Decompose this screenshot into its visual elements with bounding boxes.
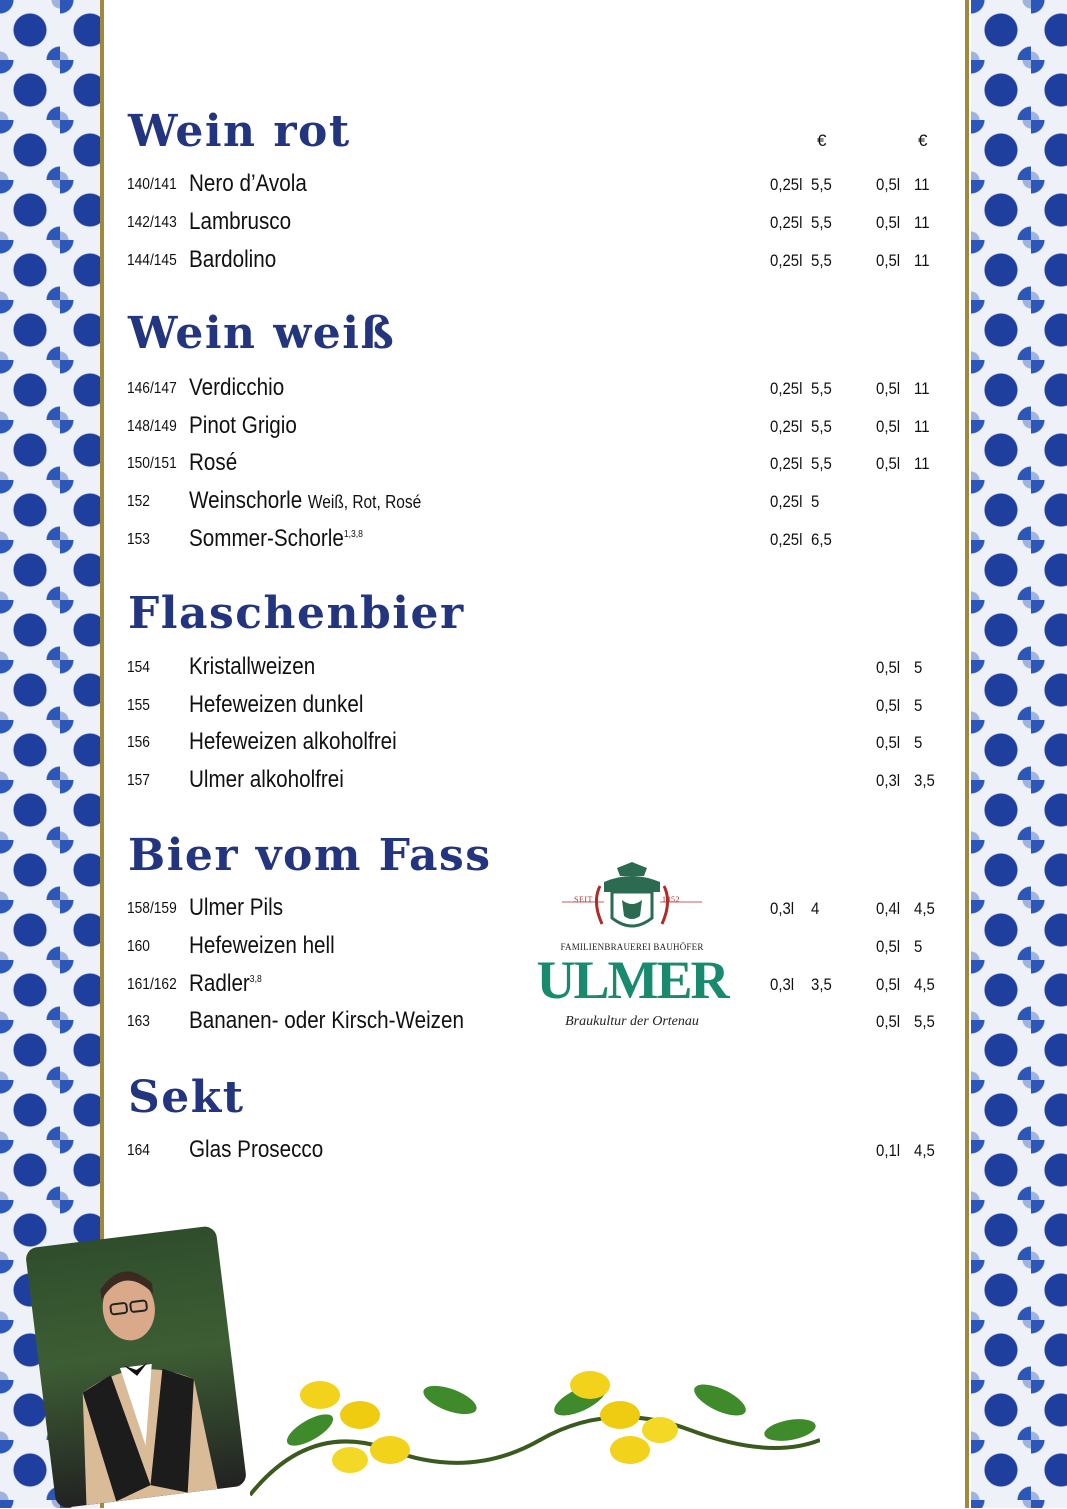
coat-of-arms-icon xyxy=(532,862,732,942)
volume-small: 0,25l xyxy=(770,530,803,549)
logo-year: 1852 xyxy=(662,895,680,904)
item-number: 157 xyxy=(127,772,150,789)
volume-small: 0,25l xyxy=(770,492,803,511)
price-large: 5 xyxy=(914,696,923,715)
item-name-text: Verdicchio xyxy=(189,374,285,401)
price-small: 5 xyxy=(811,492,820,511)
logo-tagline: Braukultur der Ortenau xyxy=(565,1014,699,1029)
waiter-photo xyxy=(25,1225,247,1508)
price-small: 5,5 xyxy=(811,379,832,398)
item-name-text: Lambrusco xyxy=(189,208,292,235)
volume-large: 0,5l xyxy=(876,251,901,270)
item-name xyxy=(189,525,363,553)
item-number: 144/145 xyxy=(127,252,177,269)
currency-header-1: € xyxy=(817,131,827,150)
price-large: 11 xyxy=(914,379,930,398)
price-large: 11 xyxy=(914,251,930,270)
volume-large: 0,5l xyxy=(876,417,901,436)
item-name xyxy=(189,1136,323,1164)
item-name xyxy=(189,894,283,922)
item-number: 154 xyxy=(127,659,150,676)
item-number: 140/141 xyxy=(127,176,177,193)
item-name xyxy=(189,487,421,515)
price-large: 11 xyxy=(914,454,930,473)
item-name xyxy=(189,170,307,198)
item-name-text: Radler xyxy=(189,970,250,997)
price-small: 5,5 xyxy=(811,251,832,270)
person-illustration xyxy=(25,1225,247,1508)
item-name-text: Rosé xyxy=(189,449,238,476)
price-large: 5 xyxy=(914,733,923,752)
item-name-text: Kristallweizen xyxy=(189,653,316,680)
item-number: 160 xyxy=(127,938,150,955)
price-large: 3,5 xyxy=(914,771,935,790)
item-number: 156 xyxy=(127,734,150,751)
menu-item-row xyxy=(0,246,1067,276)
volume-large: 0,3l xyxy=(876,771,901,790)
item-additives: 1,3,8 xyxy=(343,529,363,540)
item-number: 158/159 xyxy=(127,900,177,917)
menu-item-row xyxy=(0,1136,1067,1166)
volume-large: 0,5l xyxy=(876,696,901,715)
volume-large: 0,5l xyxy=(876,937,901,956)
item-name xyxy=(189,246,276,274)
logo-brand: ULMER xyxy=(536,950,728,1010)
menu-item-row xyxy=(0,653,1067,683)
item-name-text: Ulmer alkoholfrei xyxy=(189,766,344,793)
item-number: 148/149 xyxy=(127,418,177,435)
volume-large: 0,5l xyxy=(876,454,901,473)
menu-item-row xyxy=(0,487,1067,517)
item-name xyxy=(189,728,397,756)
volume-small: 0,25l xyxy=(770,251,803,270)
volume-small: 0,3l xyxy=(770,975,795,994)
section-title: Wein weiß xyxy=(128,308,396,359)
volume-large: 0,5l xyxy=(876,733,901,752)
price-large: 5,5 xyxy=(914,1012,935,1031)
logo-brewery: FAMILIENBRAUEREI BAUHÖFER xyxy=(560,942,704,952)
volume-large: 0,5l xyxy=(876,213,901,232)
menu-item-row xyxy=(0,208,1067,238)
item-name-text: Sommer-Schorle xyxy=(189,525,344,552)
price-large: 11 xyxy=(914,417,930,436)
volume-small: 0,25l xyxy=(770,213,803,232)
item-name-text: Nero d’Avola xyxy=(189,170,307,197)
volume-small: 0,25l xyxy=(770,417,803,436)
menu-item-row xyxy=(0,525,1067,555)
item-name-text: Bardolino xyxy=(189,246,277,273)
item-number: 153 xyxy=(127,531,150,548)
item-name xyxy=(189,691,363,719)
price-small: 5,5 xyxy=(811,213,832,232)
item-name xyxy=(189,1007,464,1035)
item-name xyxy=(189,932,335,960)
item-name-text: Glas Prosecco xyxy=(189,1136,324,1163)
volume-small: 0,25l xyxy=(770,454,803,473)
item-name xyxy=(189,208,291,236)
volume-large: 0,5l xyxy=(876,379,901,398)
item-name xyxy=(189,766,344,794)
item-name-text: Hefeweizen alkoholfrei xyxy=(189,728,397,755)
price-small: 6,5 xyxy=(811,530,832,549)
price-small: 5,5 xyxy=(811,417,832,436)
menu-item-row xyxy=(0,766,1067,796)
volume-large: 0,1l xyxy=(876,1141,901,1160)
menu-item-row xyxy=(0,374,1067,404)
menu-item-row xyxy=(0,449,1067,479)
item-number: 155 xyxy=(127,697,150,714)
item-number: 164 xyxy=(127,1142,150,1159)
item-name-text: Hefeweizen dunkel xyxy=(189,691,364,718)
price-large: 4,5 xyxy=(914,1141,935,1160)
currency-header-2: € xyxy=(918,131,928,150)
volume-large: 0,4l xyxy=(876,899,901,918)
item-name-text: Bananen- oder Kirsch-Weizen xyxy=(189,1007,464,1034)
item-name-text: Weinschorle xyxy=(189,487,303,514)
item-name xyxy=(189,374,284,402)
price-large: 4,5 xyxy=(914,975,935,994)
volume-large: 0,5l xyxy=(876,175,901,194)
volume-small: 0,25l xyxy=(770,379,803,398)
item-name-text: Hefeweizen hell xyxy=(189,932,335,959)
lemon-branch-illustration xyxy=(250,1360,820,1500)
price-small: 5,5 xyxy=(811,454,832,473)
volume-small: 0,3l xyxy=(770,899,795,918)
item-name xyxy=(189,653,315,681)
ulmer-logo xyxy=(532,862,732,1037)
price-large: 11 xyxy=(914,175,930,194)
item-number: 161/162 xyxy=(127,976,177,993)
item-number: 152 xyxy=(127,493,150,510)
item-additives: 3,8 xyxy=(249,974,262,985)
volume-small: 0,25l xyxy=(770,175,803,194)
price-large: 5 xyxy=(914,937,923,956)
item-number: 163 xyxy=(127,1013,150,1030)
volume-large: 0,5l xyxy=(876,1012,901,1031)
menu-item-row xyxy=(0,728,1067,758)
volume-large: 0,5l xyxy=(876,975,901,994)
item-number: 150/151 xyxy=(127,455,177,472)
menu-item-row xyxy=(0,412,1067,442)
item-name xyxy=(189,449,237,477)
section-title: Wein rot xyxy=(128,106,351,157)
item-name xyxy=(189,412,297,440)
section-title: Sekt xyxy=(128,1072,245,1123)
price-small: 4 xyxy=(811,899,820,918)
price-small: 5,5 xyxy=(811,175,832,194)
item-number: 142/143 xyxy=(127,214,177,231)
section-title: Bier vom Fass xyxy=(128,830,492,881)
volume-large: 0,5l xyxy=(876,658,901,677)
menu-item-row xyxy=(0,691,1067,721)
item-name xyxy=(189,970,262,998)
item-name-text: Pinot Grigio xyxy=(189,412,297,439)
price-large: 4,5 xyxy=(914,899,935,918)
price-small: 3,5 xyxy=(811,975,832,994)
item-number: 146/147 xyxy=(127,380,177,397)
item-note: Weiß, Rot, Rosé xyxy=(307,492,422,512)
logo-seit: SEIT xyxy=(574,895,593,904)
item-name-text: Ulmer Pils xyxy=(189,894,284,921)
price-large: 5 xyxy=(914,658,923,677)
menu-item-row xyxy=(0,170,1067,200)
price-large: 11 xyxy=(914,213,930,232)
section-title: Flaschenbier xyxy=(128,588,465,639)
